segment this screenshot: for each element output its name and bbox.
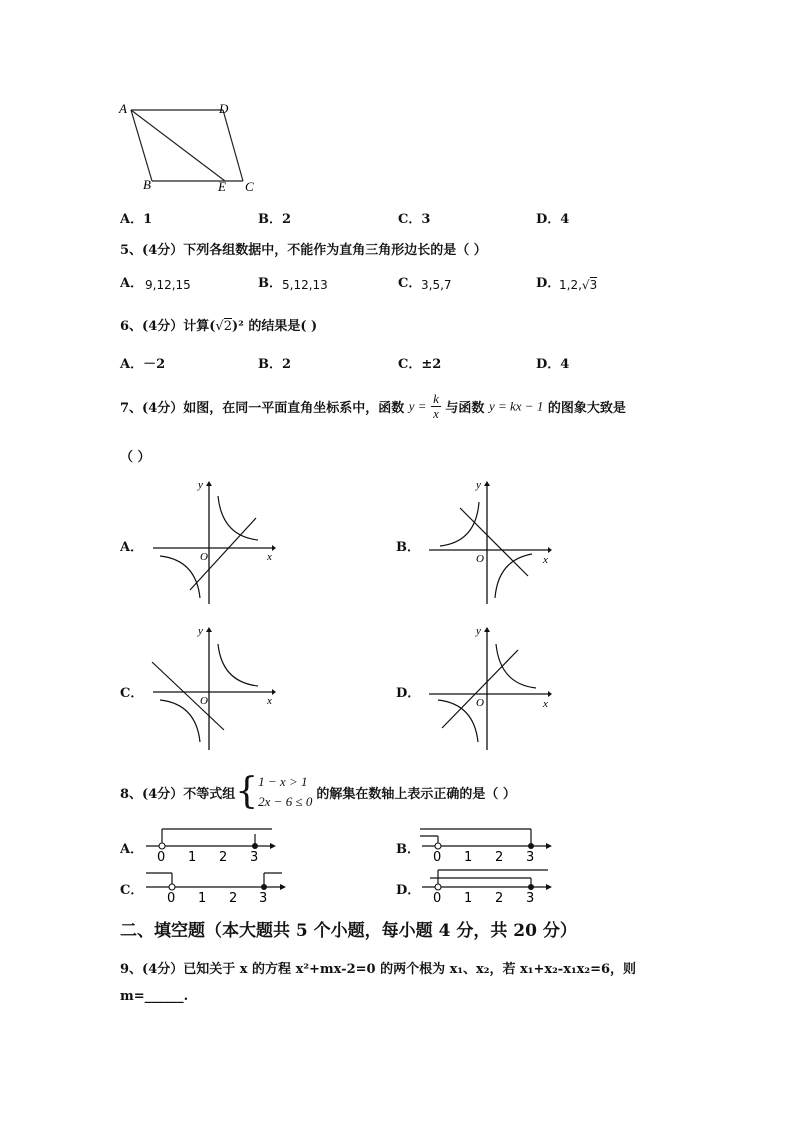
label-c: C [245, 179, 254, 194]
y-label: y [476, 479, 481, 491]
hyperbola-branch-1 [440, 502, 479, 546]
axis-arrow [270, 843, 276, 849]
hyperbola-branch-2 [495, 554, 532, 598]
tick-1: 1 [188, 850, 197, 864]
label-a: A [119, 101, 127, 116]
hyperbola-branch-2 [438, 700, 478, 742]
q7-stem: 7、(4分）如图，在同一平面直角坐标系中，函数 y = $\frac{k}{x}$ 与函数 y = kx − 1 的图象大致是 [120, 391, 626, 421]
q6-option-b[interactable]: B．2 [258, 357, 292, 372]
q4-option-a[interactable]: A．1 [120, 212, 153, 227]
q6-option-c[interactable]: C．±2 [398, 357, 442, 372]
q6-option-d[interactable]: D．4 [536, 357, 570, 372]
hyperbola-branch-2 [160, 700, 200, 742]
graph-a[interactable] [148, 478, 278, 608]
origin-label: O [476, 553, 484, 565]
origin-label: O [476, 697, 484, 709]
line-graph [152, 662, 224, 730]
tick-3: 3 [526, 850, 535, 864]
origin-label: O [200, 695, 208, 707]
q5-option-b[interactable]: B． [258, 276, 282, 291]
graph-d[interactable] [424, 624, 554, 754]
q5-option-a-value: 9,12,15 [145, 278, 191, 292]
label-b: B [143, 177, 151, 192]
x-label: x [267, 695, 272, 707]
segment-dc [223, 110, 243, 181]
q9-stem: 9、(4分）已知关于 x 的方程 x²+mx-2=0 的两个根为 x₁、x₂，若 x₁+x₂-x₁x₂=6，则 [120, 962, 637, 977]
tick-1: 1 [464, 891, 473, 905]
x-label: x [543, 554, 548, 566]
tick-3: 3 [526, 891, 535, 905]
q4-option-d[interactable]: D．4 [536, 212, 570, 227]
number-line-c[interactable] [142, 865, 288, 905]
tick-3: 3 [259, 891, 268, 905]
axis-arrow [546, 843, 552, 849]
sqrt-symbol: √ [215, 319, 224, 334]
tick-0: 0 [433, 891, 442, 905]
open-point-0 [435, 884, 441, 890]
q5-option-c-value: 3,5,7 [421, 278, 452, 292]
tick-2: 2 [219, 850, 228, 864]
section-heading-fill-in: 二、填空题（本大题共 5 个小题，每小题 4 分，共 20 分） [120, 921, 577, 941]
x-axis-arrow [548, 691, 552, 697]
tick-3: 3 [250, 850, 259, 864]
closed-point-3 [528, 843, 534, 849]
tick-1: 1 [464, 850, 473, 864]
y-axis-arrow [484, 627, 490, 632]
q8-option-d[interactable]: D． [396, 883, 421, 898]
tick-2: 2 [495, 891, 504, 905]
line-graph [442, 650, 518, 728]
x-label: x [267, 551, 272, 563]
q9-answer-blank[interactable]: m=______. [120, 989, 189, 1004]
q7-option-d[interactable]: D． [396, 686, 421, 701]
y-label: y [198, 625, 203, 637]
x-axis-arrow [548, 547, 552, 553]
tick-0: 0 [433, 850, 442, 864]
q5-option-b-value: 5,12,13 [282, 278, 328, 292]
y-axis-arrow [206, 481, 212, 486]
axis-arrow [280, 884, 286, 890]
graph-c[interactable] [148, 624, 278, 754]
q7-option-c[interactable]: C． [120, 686, 144, 701]
tick-0: 0 [157, 850, 166, 864]
tick-0: 0 [167, 891, 176, 905]
y-axis-arrow [484, 481, 490, 486]
q5-option-d[interactable]: D． [536, 276, 561, 291]
q7-option-a[interactable]: A． [120, 540, 144, 555]
q4-option-b[interactable]: B．2 [258, 212, 292, 227]
fraction-k-over-x: $\frac{k}{x}$ [433, 391, 439, 421]
line-graph [460, 508, 528, 576]
x-label: x [543, 698, 548, 710]
open-point-0 [159, 843, 165, 849]
graph-b[interactable] [424, 478, 554, 608]
q7-answer-paren: （ ） [120, 450, 151, 465]
q6-option-a[interactable]: A．－2 [120, 357, 166, 372]
q8-option-b[interactable]: B． [396, 842, 420, 857]
label-d: D [219, 101, 229, 116]
y-axis-arrow [206, 627, 212, 632]
hyperbola-branch-2 [160, 556, 200, 598]
inequality-system: 1 − x > 1 2x − 6 ≤ 0 [258, 774, 313, 809]
sqrt-symbol: √ [581, 278, 590, 292]
number-line-b[interactable] [418, 824, 554, 864]
origin-label: O [200, 551, 208, 563]
q8-option-a[interactable]: A． [120, 842, 144, 857]
label-e: E [218, 179, 226, 194]
x-axis-arrow [272, 689, 276, 695]
y-label: y [476, 625, 481, 637]
open-point-0 [435, 843, 441, 849]
q6-stem: 6、(4分）计算(√2)² 的结果是( ) [120, 319, 318, 334]
open-point-0 [169, 884, 175, 890]
q5-option-a[interactable]: A． [120, 276, 144, 291]
hyperbola-branch-1 [218, 644, 258, 686]
closed-point-3 [528, 884, 534, 890]
q5-option-d-value: 1,2,√3 [559, 278, 598, 292]
number-line-a[interactable] [142, 824, 278, 864]
tick-2: 2 [229, 891, 238, 905]
tick-2: 2 [495, 850, 504, 864]
number-line-d[interactable] [418, 865, 554, 905]
q5-option-c[interactable]: C． [398, 276, 422, 291]
hyperbola-branch-1 [218, 496, 258, 540]
closed-point-3 [261, 884, 267, 890]
x-axis-arrow [272, 545, 276, 551]
q8-option-c[interactable]: C． [120, 883, 144, 898]
system-brace: { [235, 771, 259, 812]
q4-option-c[interactable]: C．3 [398, 212, 431, 227]
segment-ae [131, 110, 225, 181]
q7-option-b[interactable]: B． [396, 540, 420, 555]
y-label: y [198, 479, 203, 491]
q5-stem: 5、(4分）下列各组数据中，不能作为直角三角形边长的是（ ） [120, 243, 487, 258]
q8-stem: 8、(4分）不等式组 { 1 − x > 1 2x − 6 ≤ 0 的解集在数轴上表示正确的是（ ） [120, 771, 516, 812]
parallelogram-figure [112, 96, 272, 196]
tick-1: 1 [198, 891, 207, 905]
segment-ab [131, 110, 152, 181]
axis-arrow [546, 884, 552, 890]
closed-point-3 [252, 843, 258, 849]
